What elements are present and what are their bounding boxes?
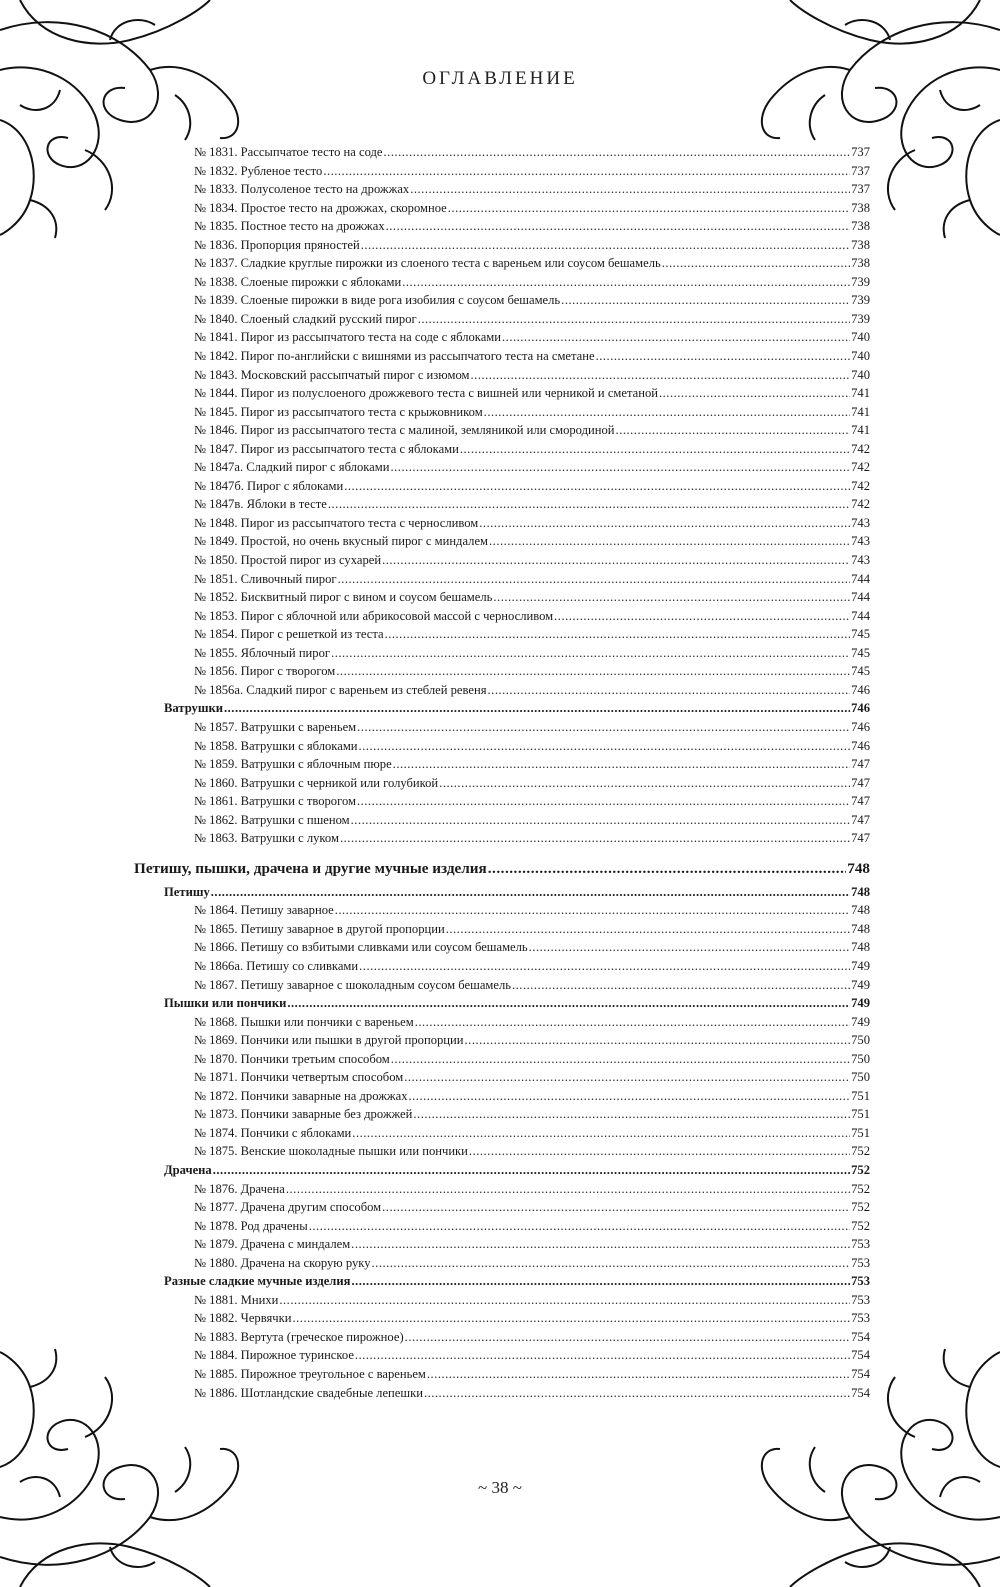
toc-entry-title: № 1838. Слоеные пирожки с яблоками xyxy=(194,274,402,289)
toc-recipe-entry[interactable] xyxy=(134,681,870,700)
toc-entry-page: 737 xyxy=(851,163,870,178)
toc-dot-leader xyxy=(323,162,850,181)
toc-entry-title: № 1856. Пирог с творогом xyxy=(194,664,336,679)
toc-recipe-entry[interactable] xyxy=(134,495,870,514)
toc-recipe-entry[interactable] xyxy=(134,1291,870,1310)
toc-entry-title: № 1883. Вертута (греческое пирожное) xyxy=(194,1329,404,1344)
toc-dot-leader xyxy=(386,217,850,236)
toc-entry-page: 738 xyxy=(851,237,870,252)
toc-recipe-entry[interactable] xyxy=(134,254,870,273)
toc-entry-page: 744 xyxy=(851,590,870,605)
toc-entry-title: № 1849. Простой, но очень вкусный пирог с миндалем xyxy=(194,534,489,549)
toc-recipe-entry[interactable] xyxy=(134,421,870,440)
toc-entry-page: 749 xyxy=(851,958,870,973)
toc-dot-leader xyxy=(328,495,850,514)
toc-dot-leader xyxy=(357,718,850,737)
toc-entry-page: 746 xyxy=(851,701,870,716)
toc-entry-title: Пышки или пончики xyxy=(164,996,287,1011)
toc-entry-page: 742 xyxy=(851,497,870,512)
toc-entry-title: № 1837. Сладкие круглые пирожки из слоеного теста с вареньем или соусом бешамель xyxy=(194,256,661,271)
toc-entry-title: № 1866. Петишу со взбитыми сливками или соусом бешамель xyxy=(194,940,528,955)
toc-entry-title: № 1844. Пирог из полуслоеного дрожжевого теста с вишней или черникой и сметаной xyxy=(194,386,658,401)
page-header-title: ОГЛАВЛЕНИЕ xyxy=(422,68,578,89)
toc-recipe-entry[interactable] xyxy=(134,199,870,218)
toc-recipe-entry[interactable] xyxy=(134,162,870,181)
toc-recipe-entry[interactable] xyxy=(134,403,870,422)
toc-entry-title: № 1847. Пирог из рассыпчатого теста с яблоками xyxy=(194,441,459,456)
toc-entry-page: 737 xyxy=(851,182,870,197)
toc-entry-page: 750 xyxy=(851,1051,870,1066)
toc-entry-page: 740 xyxy=(851,367,870,382)
toc-recipe-entry[interactable] xyxy=(134,1235,870,1254)
page-number: ~ 38 ~ xyxy=(478,1478,522,1497)
toc-entry-title: № 1839. Слоеные пирожки в виде рога изобилия с соусом бешамель xyxy=(194,293,561,308)
toc-entry-page: 753 xyxy=(851,1292,870,1307)
toc-entry-title: № 1863. Ватрушки с луком xyxy=(194,831,339,846)
toc-entry-title: № 1840. Слоеный сладкий русский пирог xyxy=(194,311,417,326)
toc-entry-page: 752 xyxy=(851,1218,870,1233)
toc-entry-title: № 1854. Пирог с решеткой из теста xyxy=(194,627,384,642)
toc-entry-page: 738 xyxy=(851,219,870,234)
toc-entry-page: 754 xyxy=(851,1329,870,1344)
toc-dot-leader xyxy=(596,347,851,366)
toc-entry-title: № 1842. Пирог по-английски с вишнями из рассыпчатого теста на сметане xyxy=(194,349,595,364)
toc-recipe-entry[interactable] xyxy=(134,1346,870,1365)
toc-dot-leader xyxy=(224,699,850,718)
toc-recipe-entry[interactable] xyxy=(134,1050,870,1069)
toc-entry-title: № 1865. Петишу заварное в другой пропорции xyxy=(194,921,445,936)
toc-entry-page: 752 xyxy=(851,1162,870,1177)
toc-entry-page: 741 xyxy=(851,386,870,401)
toc-entry-page: 752 xyxy=(851,1200,870,1215)
toc-entry-page: 749 xyxy=(851,977,870,992)
toc-entry-title: № 1862. Ватрушки с пшеном xyxy=(194,812,350,827)
toc-recipe-entry[interactable] xyxy=(134,310,870,329)
toc-recipe-entry[interactable] xyxy=(134,551,870,570)
toc-dot-leader xyxy=(338,570,851,589)
toc-entry-page: 745 xyxy=(851,664,870,679)
toc-recipe-entry[interactable] xyxy=(134,236,870,255)
toc-dot-leader xyxy=(309,1217,850,1236)
toc-dot-leader xyxy=(469,1142,850,1161)
toc-entry-title: № 1878. Род драчены xyxy=(194,1218,308,1233)
toc-recipe-entry[interactable] xyxy=(134,291,870,310)
toc-dot-leader xyxy=(391,1050,850,1069)
toc-entry-page: 738 xyxy=(851,200,870,215)
toc-recipe-entry[interactable] xyxy=(134,1105,870,1124)
toc-entry-title: № 1831. Рассыпчатое тесто на соде xyxy=(194,145,383,159)
toc-entry-page: 753 xyxy=(851,1237,870,1252)
toc-dot-leader xyxy=(465,1031,851,1050)
toc-entry-title: № 1833. Полусоленое тесто на дрожжах xyxy=(194,182,410,197)
toc-entry-page: 754 xyxy=(851,1348,870,1363)
toc-entry-title: № 1852. Бисквитный пирог с вином и соусом бешамель xyxy=(194,590,493,605)
toc-entry-page: 743 xyxy=(851,515,870,530)
toc-dot-leader xyxy=(460,440,850,459)
toc-entry-title: № 1881. Мнихи xyxy=(194,1292,279,1307)
toc-entry-page: 748 xyxy=(847,859,870,877)
toc-entry-page: 752 xyxy=(851,1144,870,1159)
toc-dot-leader xyxy=(340,829,850,848)
toc-dot-leader xyxy=(361,236,850,255)
toc-recipe-entry[interactable] xyxy=(134,811,870,830)
toc-dot-leader xyxy=(427,1365,850,1384)
toc-recipe-entry[interactable] xyxy=(134,829,870,848)
toc-entry-title: № 1858. Ватрушки с яблоками xyxy=(194,738,358,753)
toc-entry-page: 746 xyxy=(851,682,870,697)
toc-dot-leader xyxy=(529,938,850,957)
toc-entry-title: № 1874. Пончики с яблоками xyxy=(194,1125,352,1140)
toc-entry-title: № 1846. Пирог из рассыпчатого теста с малиной, земляникой или смородиной xyxy=(194,423,615,438)
toc-entry-title: № 1836. Пропорция пряностей xyxy=(194,237,360,252)
toc-recipe-entry[interactable] xyxy=(134,1328,870,1347)
toc-entry-title: № 1867. Петишу заварное с шоколадным соусом бешамель xyxy=(194,977,511,992)
toc-entry-title: Разные сладкие мучные изделия xyxy=(164,1274,351,1289)
toc-dot-leader xyxy=(382,1198,850,1217)
toc-entry-title: № 1834. Простое тесто на дрожжах, скоромное xyxy=(194,200,447,215)
toc-entry-title: № 1871. Пончики четвертым способом xyxy=(194,1070,404,1085)
toc-entry-title: № 1870. Пончики третьим способом xyxy=(194,1051,390,1066)
toc-entry-page: 754 xyxy=(851,1385,870,1400)
toc-dot-leader xyxy=(335,901,850,920)
toc-recipe-entry[interactable] xyxy=(134,1180,870,1199)
toc-recipe-entry[interactable] xyxy=(134,458,870,477)
toc-dot-leader xyxy=(211,883,850,902)
toc-recipe-entry[interactable] xyxy=(134,1068,870,1087)
toc-entry-title: № 1855. Яблочный пирог xyxy=(194,645,331,660)
toc-entry-title: № 1847а. Сладкий пирог с яблоками xyxy=(194,460,390,475)
toc-recipe-entry[interactable] xyxy=(134,957,870,976)
toc-entry-title: № 1886. Шотландские свадебные лепешки xyxy=(194,1385,423,1400)
toc-entry-page: 746 xyxy=(851,719,870,734)
toc-entry-page: 739 xyxy=(851,311,870,326)
toc-entry-title: № 1841. Пирог из рассыпчатого теста на соде с яблоками xyxy=(194,330,502,345)
toc-recipe-entry[interactable] xyxy=(134,774,870,793)
toc-dot-leader xyxy=(357,792,850,811)
toc-recipe-entry[interactable] xyxy=(134,384,870,403)
toc-entry-title: № 1847б. Пирог с яблоками xyxy=(194,478,344,493)
toc-entry-page: 741 xyxy=(851,404,870,419)
toc-dot-leader xyxy=(488,855,846,882)
toc-recipe-entry[interactable] xyxy=(134,938,870,957)
toc-entry-title: № 1880. Драчена на скорую руку xyxy=(194,1255,371,1270)
toc-entry-title: № 1882. Червячки xyxy=(194,1311,292,1326)
toc-entry-page: 753 xyxy=(851,1274,870,1289)
toc-entry-page: 748 xyxy=(851,921,870,936)
toc-entry-title: № 1866а. Петишу со сливками xyxy=(194,958,359,973)
toc-dot-leader xyxy=(488,681,851,700)
toc-dot-leader xyxy=(344,477,850,496)
toc-entry-page: 747 xyxy=(851,794,870,809)
toc-dot-leader xyxy=(405,1328,850,1347)
toc-recipe-entry[interactable] xyxy=(134,1217,870,1236)
toc-recipe-entry[interactable] xyxy=(134,792,870,811)
toc-recipe-entry[interactable] xyxy=(134,328,870,347)
toc-dot-leader xyxy=(561,291,850,310)
toc-dot-leader xyxy=(351,1235,850,1254)
toc-dot-leader xyxy=(351,1272,850,1291)
toc-entry-page: 753 xyxy=(851,1255,870,1270)
toc-entry-title: № 1879. Драчена с миндалем xyxy=(194,1237,351,1252)
toc-entry-title: № 1868. Пышки или пончики с вареньем xyxy=(194,1014,414,1029)
toc-entry-title: № 1851. Сливочный пирог xyxy=(194,571,337,586)
toc-recipe-entry[interactable] xyxy=(134,662,870,681)
toc-entry-title: № 1859. Ватрушки с яблочным пюре xyxy=(194,757,392,772)
toc-recipe-entry[interactable] xyxy=(134,588,870,607)
toc-entry-page: 738 xyxy=(851,256,870,271)
toc-dot-leader xyxy=(471,366,851,385)
toc-entry-page: 743 xyxy=(851,534,870,549)
toc-entry-page: 742 xyxy=(851,460,870,475)
toc-dot-leader xyxy=(385,625,851,644)
toc-entry-title: Петишу, пышки, драчена и другие мучные изделия xyxy=(134,859,487,877)
toc-entry-page: 750 xyxy=(851,1070,870,1085)
toc-dot-leader xyxy=(279,1291,850,1310)
toc-recipe-entry[interactable] xyxy=(134,570,870,589)
toc-dot-leader xyxy=(659,384,850,403)
toc-dot-leader xyxy=(355,1346,850,1365)
toc-dot-leader xyxy=(286,1180,850,1199)
toc-entry-title: № 1864. Петишу заварное xyxy=(194,903,334,918)
toc-entry-page: 748 xyxy=(851,884,870,899)
toc-dot-leader xyxy=(352,1124,850,1143)
toc-section-entry[interactable] xyxy=(134,883,870,902)
toc-recipe-entry[interactable] xyxy=(134,514,870,533)
toc-dot-leader xyxy=(479,514,850,533)
toc-recipe-entry[interactable] xyxy=(134,1384,870,1403)
toc-entry-page: 743 xyxy=(851,553,870,568)
toc-dot-leader xyxy=(384,143,851,162)
toc-recipe-entry[interactable] xyxy=(134,718,870,737)
toc-entry-page: 748 xyxy=(851,940,870,955)
toc-entry-title: № 1847в. Яблоки в тесте xyxy=(194,497,327,512)
toc-recipe-entry[interactable] xyxy=(134,143,870,162)
toc-recipe-entry[interactable] xyxy=(134,1124,870,1143)
toc-entry-page: 747 xyxy=(851,757,870,772)
toc-dot-leader xyxy=(662,254,850,273)
toc-dot-leader xyxy=(393,755,850,774)
toc-dot-leader xyxy=(359,737,851,756)
toc-dot-leader xyxy=(404,1068,850,1087)
toc-entry-title: № 1835. Постное тесто на дрожжах xyxy=(194,219,385,234)
toc-entry-page: 740 xyxy=(851,349,870,364)
toc-recipe-entry[interactable] xyxy=(134,625,870,644)
toc-section-entry[interactable] xyxy=(134,994,870,1013)
toc-entry-title: № 1876. Драчена xyxy=(194,1181,285,1196)
toc-entry-page: 747 xyxy=(851,775,870,790)
toc-entry-page: 750 xyxy=(851,1033,870,1048)
toc-entry-page: 744 xyxy=(851,608,870,623)
toc-entry-page: 749 xyxy=(851,996,870,1011)
toc-entry-title: № 1857. Ватрушки с вареньем xyxy=(194,719,357,734)
toc-recipe-entry[interactable] xyxy=(134,901,870,920)
toc-entry-title: № 1845. Пирог из рассыпчатого теста с крыжовником xyxy=(194,404,483,419)
toc-chapter-entry[interactable] xyxy=(134,855,870,882)
toc-entry-page: 746 xyxy=(851,738,870,753)
toc-dot-leader xyxy=(409,1087,851,1106)
toc-dot-leader xyxy=(351,811,850,830)
toc-entry-page: 751 xyxy=(851,1125,870,1140)
toc-entry-title: № 1860. Ватрушки с черникой или голубикой xyxy=(194,775,439,790)
toc-dot-leader xyxy=(616,421,851,440)
toc-entry-page: 747 xyxy=(851,831,870,846)
toc-entry-page: 754 xyxy=(851,1367,870,1381)
toc-entry-title: № 1848. Пирог из рассыпчатого теста с черносливом xyxy=(194,515,479,530)
toc-recipe-entry[interactable] xyxy=(134,1365,870,1384)
toc-entry-page: 751 xyxy=(851,1088,870,1103)
toc-dot-leader xyxy=(493,588,850,607)
toc-dot-leader xyxy=(418,310,850,329)
toc-recipe-entry[interactable] xyxy=(134,217,870,236)
toc-recipe-entry[interactable] xyxy=(134,1254,870,1273)
toc-dot-leader xyxy=(424,1384,850,1403)
toc-recipe-entry[interactable] xyxy=(134,1013,870,1032)
toc-recipe-entry[interactable] xyxy=(134,1142,870,1161)
toc-recipe-entry[interactable] xyxy=(134,737,870,756)
toc-recipe-entry[interactable] xyxy=(134,347,870,366)
toc-entry-page: 737 xyxy=(851,145,870,159)
toc-dot-leader xyxy=(554,607,850,626)
toc-entry-title: № 1873. Пончики заварные без дрожжей xyxy=(194,1107,413,1122)
toc-dot-leader xyxy=(359,957,850,976)
toc-dot-leader xyxy=(293,1309,851,1328)
toc-entry-page: 742 xyxy=(851,478,870,493)
table-of-contents xyxy=(134,143,870,1402)
toc-dot-leader xyxy=(410,180,850,199)
toc-entry-title: Ватрушки xyxy=(164,701,223,716)
toc-recipe-entry[interactable] xyxy=(134,273,870,292)
toc-dot-leader xyxy=(391,458,851,477)
toc-entry-title: № 1843. Московский рассыпчатый пирог с изюмом xyxy=(194,367,470,382)
toc-entry-page: 741 xyxy=(851,423,870,438)
toc-entry-page: 748 xyxy=(851,903,870,918)
toc-recipe-entry[interactable] xyxy=(134,607,870,626)
toc-entry-title: Петишу xyxy=(164,884,210,899)
toc-entry-page: 745 xyxy=(851,645,870,660)
toc-section-entry[interactable] xyxy=(134,699,870,718)
toc-entry-title: № 1856а. Сладкий пирог с вареньем из стеблей ревеня xyxy=(194,682,487,697)
toc-recipe-entry[interactable] xyxy=(134,1198,870,1217)
toc-recipe-entry[interactable] xyxy=(134,755,870,774)
toc-entry-page: 739 xyxy=(851,274,870,289)
toc-dot-leader xyxy=(382,551,850,570)
toc-dot-leader xyxy=(415,1013,850,1032)
toc-entry-page: 753 xyxy=(851,1311,870,1326)
toc-entry-title: № 1872. Пончики заварные на дрожжах xyxy=(194,1088,408,1103)
toc-dot-leader xyxy=(287,994,850,1013)
toc-entry-page: 744 xyxy=(851,571,870,586)
toc-dot-leader xyxy=(446,920,850,939)
toc-entry-title: № 1869. Пончики или пышки в другой пропорции xyxy=(194,1033,464,1048)
toc-entry-title: № 1875. Венские шоколадные пышки или пончики xyxy=(194,1144,468,1159)
toc-dot-leader xyxy=(372,1254,851,1273)
toc-recipe-entry[interactable] xyxy=(134,920,870,939)
toc-entry-page: 742 xyxy=(851,441,870,456)
toc-entry-page: 749 xyxy=(851,1014,870,1029)
toc-entry-title: № 1832. Рубленое тесто xyxy=(194,163,323,178)
toc-entry-title: № 1853. Пирог с яблочной или абрикосовой массой с черносливом xyxy=(194,608,554,623)
toc-dot-leader xyxy=(439,774,850,793)
toc-recipe-entry[interactable] xyxy=(134,440,870,459)
toc-dot-leader xyxy=(502,328,850,347)
toc-dot-leader xyxy=(213,1161,850,1180)
toc-recipe-entry[interactable] xyxy=(134,477,870,496)
toc-dot-leader xyxy=(448,199,850,218)
toc-recipe-entry[interactable] xyxy=(134,976,870,995)
toc-section-entry[interactable] xyxy=(134,1272,870,1291)
toc-dot-leader xyxy=(413,1105,850,1124)
toc-entry-title: № 1885. Пирожное треугольное с вареньем xyxy=(194,1367,426,1381)
toc-recipe-entry[interactable] xyxy=(134,1031,870,1050)
toc-entry-page: 751 xyxy=(851,1107,870,1122)
toc-dot-leader xyxy=(512,976,850,995)
toc-recipe-entry[interactable] xyxy=(134,532,870,551)
toc-recipe-entry[interactable] xyxy=(134,644,870,663)
toc-dot-leader xyxy=(489,532,850,551)
toc-section-entry[interactable] xyxy=(134,1161,870,1180)
toc-recipe-entry[interactable] xyxy=(134,366,870,385)
toc-entry-page: 745 xyxy=(851,627,870,642)
toc-entry-page: 747 xyxy=(851,812,870,827)
toc-entry-title: № 1850. Простой пирог из сухарей xyxy=(194,553,382,568)
toc-entry-page: 739 xyxy=(851,293,870,308)
toc-dot-leader xyxy=(336,662,850,681)
toc-entry-title: № 1861. Ватрушки с творогом xyxy=(194,794,356,809)
toc-dot-leader xyxy=(484,403,850,422)
toc-entry-page: 752 xyxy=(851,1181,870,1196)
toc-recipe-entry[interactable] xyxy=(134,1309,870,1328)
toc-recipe-entry[interactable] xyxy=(134,180,870,199)
toc-entry-title: № 1884. Пирожное туринское xyxy=(194,1348,354,1363)
toc-recipe-entry[interactable] xyxy=(134,1087,870,1106)
toc-entry-title: № 1877. Драчена другим способом xyxy=(194,1200,382,1215)
toc-dot-leader xyxy=(402,273,850,292)
toc-entry-title: Драчена xyxy=(164,1162,212,1177)
toc-dot-leader xyxy=(331,644,850,663)
toc-entry-page: 740 xyxy=(851,330,870,345)
